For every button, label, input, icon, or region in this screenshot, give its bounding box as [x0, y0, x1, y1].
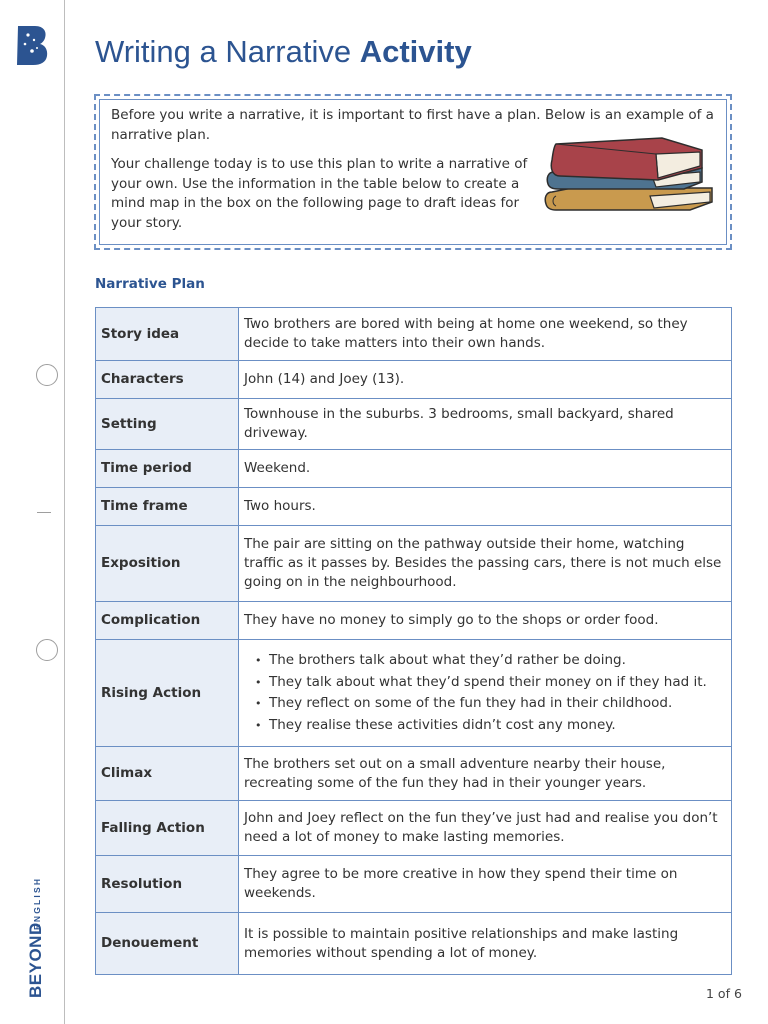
bullet-list — [244, 650, 727, 736]
row-label: Exposition — [96, 526, 239, 602]
row-label: Denouement — [96, 913, 239, 975]
table-row — [96, 747, 732, 801]
list-item: • The brothers talk about what they’d rather be doing. — [253, 650, 727, 672]
table-row — [96, 856, 732, 913]
row-value — [239, 640, 732, 747]
row-label: Rising Action — [96, 640, 239, 747]
binder-hole-bottom — [36, 639, 58, 661]
table-row — [96, 526, 732, 602]
beyond-logo-icon — [15, 24, 49, 66]
section-heading: Narrative Plan — [95, 276, 205, 292]
table-row — [96, 450, 732, 488]
table-row — [96, 399, 732, 450]
brand-sub: ENGLISH — [32, 876, 42, 930]
narrative-plan-table — [95, 307, 732, 975]
page-title-regular: Writing a Narrative — [95, 34, 360, 69]
binder-hole-top — [36, 364, 58, 386]
row-label: Complication — [96, 602, 239, 640]
list-item: • They talk about what they’d spend their money on if they had it. — [253, 672, 727, 694]
row-value: They have no money to simply go to the shops or order food. — [239, 602, 732, 640]
table-row — [96, 640, 732, 747]
row-value: Townhouse in the suburbs. 3 bedrooms, small backyard, shared driveway. — [239, 399, 732, 450]
table-row — [96, 361, 732, 399]
page-title-bold: Activity — [359, 34, 472, 69]
row-label: Setting — [96, 399, 239, 450]
beyond-english-brand — [14, 840, 56, 1000]
row-value: Weekend. — [239, 450, 732, 488]
row-value: Two hours. — [239, 488, 732, 526]
page-title — [95, 34, 472, 70]
row-label: Characters — [96, 361, 239, 399]
row-value: It is possible to maintain positive relationships and make lasting memories without spending a lot of money. — [239, 913, 732, 975]
row-label: Time period — [96, 450, 239, 488]
list-item: • They reflect on some of the fun they had in their childhood. — [253, 693, 727, 715]
fold-mark — [37, 512, 51, 513]
row-value: John (14) and Joey (13). — [239, 361, 732, 399]
list-item: • They realise these activities didn’t cost any money. — [253, 715, 727, 737]
table-row — [96, 801, 732, 856]
row-label: Resolution — [96, 856, 239, 913]
page-number: 1 of 6 — [706, 986, 742, 1001]
row-label: Story idea — [96, 308, 239, 361]
row-value: The brothers set out on a small adventure nearby their house, recreating some of the fun they had in their younger years. — [239, 747, 732, 801]
row-value: They agree to be more creative in how they spend their time on weekends. — [239, 856, 732, 913]
table-row — [96, 308, 732, 361]
table-row — [96, 488, 732, 526]
table-row — [96, 602, 732, 640]
row-value: Two brothers are bored with being at home one weekend, so they decide to take matters into their own hands. — [239, 308, 732, 361]
intro-box — [94, 94, 732, 250]
intro-paragraph-2: Your challenge today is to use this plan to write a narrative of your own. Use the information in the table below to create a mind map in the box on the following page to draft ideas for your story. — [111, 156, 528, 231]
stacked-books-icon — [542, 136, 718, 238]
row-label: Falling Action — [96, 801, 239, 856]
brand-main: BEYOND — [26, 922, 45, 998]
intro-paragraph-1: Before you write a narrative, it is important to first have a plan. Below is an example of a narrative plan. — [111, 107, 714, 143]
table-row — [96, 913, 732, 975]
row-label: Climax — [96, 747, 239, 801]
row-value: The pair are sitting on the pathway outside their home, watching traffic as it passes by. Besides the passing cars, there is not much else going on in the neighbourhood. — [239, 526, 732, 602]
row-label: Time frame — [96, 488, 239, 526]
margin-rule — [64, 0, 65, 1024]
row-value: John and Joey reflect on the fun they’ve just had and realise you don’t need a lot of money to make lasting memories. — [239, 801, 732, 856]
